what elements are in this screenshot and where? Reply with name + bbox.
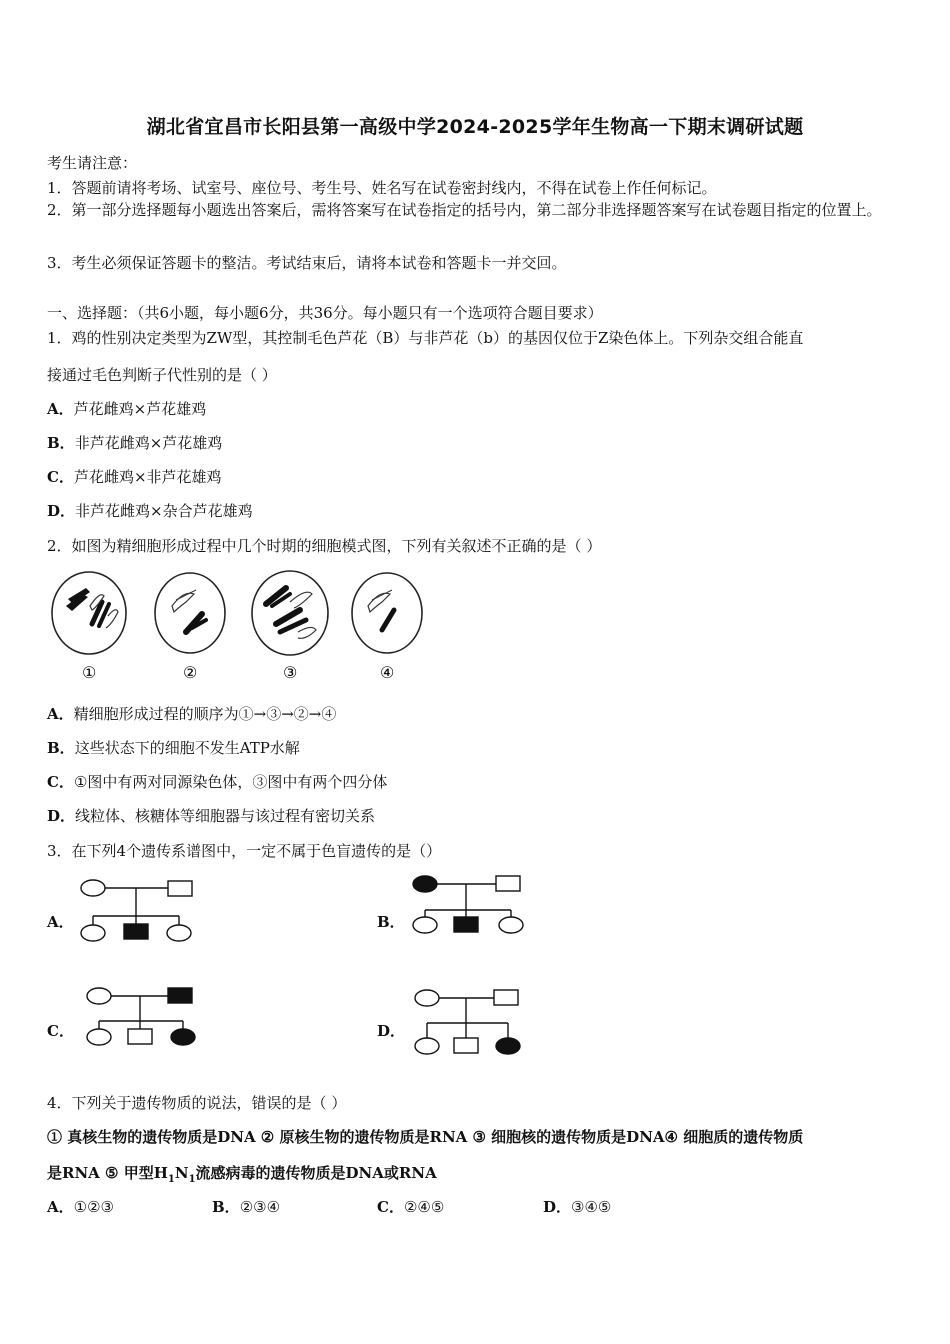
q2-option-d <box>47 805 375 826</box>
option-label: C． <box>47 773 74 791</box>
q2-option-b <box>47 737 300 758</box>
pedigree-b <box>410 868 530 940</box>
pedigree-b-label <box>377 911 405 932</box>
figure-label-3: ③ <box>283 663 298 682</box>
option-label: B． <box>47 739 75 757</box>
option-text: 非芦花雌鸡×杂合芦花雄鸡 <box>75 502 253 520</box>
option-text: ①图中有两对同源染色体，③图中有两个四分体 <box>73 773 388 791</box>
pedigree-d <box>412 985 532 1057</box>
q1-option-d <box>47 500 253 521</box>
section-heading: 一、选择题：（共6小题，每小题6分，共36分。每小题只有一个选项符合题目要求） <box>47 304 603 322</box>
pedigree-a-label <box>47 911 74 932</box>
q1-stem-line1: 1．鸡的性别决定类型为ZW型，其控制毛色芦花（B）与非芦花（b）的基因仅位于Z染色体上。下列杂交组合能直 <box>47 329 804 347</box>
notice-heading: 考生请注意： <box>47 154 138 172</box>
q1-stem-line2: 接通过毛色判断子代性别的是（ ） <box>47 366 277 384</box>
option-label: C． <box>47 1022 74 1040</box>
q2-option-c <box>47 771 387 792</box>
option-text: 芦花雌鸡×非芦花雄鸡 <box>73 468 222 486</box>
pedigree-c <box>84 983 204 1055</box>
figure-label-2: ② <box>183 663 198 682</box>
cell-3-diagram <box>252 571 328 655</box>
notice-item-1: 1．答题前请将考场、试室号、座位号、考生号、姓名写在试卷密封线内，不得在试卷上作任何标记。 <box>47 179 717 197</box>
option-label: D． <box>47 807 76 825</box>
option-label: C． <box>377 1198 404 1216</box>
option-text: ②④⑤ <box>403 1198 445 1216</box>
pedigree-d-label <box>377 1020 405 1041</box>
pedigree-c-label <box>47 1020 74 1041</box>
q4-stmt-part: 是RNA ⑤ 甲型H <box>47 1164 168 1182</box>
q4-option-c <box>377 1196 444 1217</box>
q2-stem: 2．如图为精细胞形成过程中几个时期的细胞模式图，下列有关叙述不正确的是（ ） <box>47 537 602 555</box>
option-label: A． <box>47 400 74 418</box>
pedigree-a <box>78 872 198 944</box>
q2-option-a <box>47 703 336 724</box>
option-text: 精细胞形成过程的顺序为①→③→②→④ <box>73 705 337 723</box>
option-label: A． <box>47 913 74 931</box>
q4-stem: 4．下列关于遗传物质的说法，错误的是（ ） <box>47 1094 347 1112</box>
option-label: D． <box>47 502 76 520</box>
option-text: ①②③ <box>73 1198 114 1216</box>
cell-1-diagram <box>52 572 126 654</box>
notice-item-3: 3．考生必须保证答题卡的整洁。考试结束后，请将本试卷和答题卡一并交回。 <box>47 254 567 272</box>
q1-option-b <box>47 432 222 453</box>
q1-option-a <box>47 398 206 419</box>
option-text: 芦花雌鸡×芦花雄鸡 <box>73 400 207 418</box>
q4-stmt-part: 流感病毒的遗传物质是DNA或RNA <box>195 1164 437 1182</box>
figure-label-4: ④ <box>380 663 395 682</box>
option-label: D． <box>377 1022 406 1040</box>
option-text: 非芦花雌鸡×芦花雄鸡 <box>74 434 223 452</box>
option-text: ③④⑤ <box>571 1198 612 1216</box>
q4-option-d <box>543 1196 611 1217</box>
option-label: A． <box>47 1198 74 1216</box>
option-label: C． <box>47 468 74 486</box>
notice-item-2: 2．第一部分选择题每小题选出答案后，需将答案写在试卷指定的括号内，第二部分非选择题答案写在试卷题目指定的位置上。 <box>47 201 882 219</box>
cell-division-figure <box>44 566 434 686</box>
q4-subscript: 1 <box>188 1174 196 1185</box>
cell-4-diagram <box>352 573 422 653</box>
cell-2-diagram <box>155 573 225 653</box>
q3-stem: 3．在下列4个遗传系谱图中，一定不属于色盲遗传的是（） <box>47 842 442 860</box>
page-title: 湖北省宜昌市长阳县第一高级中学2024-2025学年生物高一下期末调研试题 <box>146 116 804 138</box>
option-text: 这些状态下的细胞不发生ATP水解 <box>74 739 300 757</box>
q4-stmt-part: N <box>174 1164 189 1182</box>
q4-option-b <box>212 1196 280 1217</box>
option-label: B． <box>47 434 75 452</box>
q4-option-a <box>47 1196 114 1217</box>
option-label: B． <box>377 913 405 931</box>
option-label: B． <box>212 1198 240 1216</box>
q4-subscript: 1 <box>167 1174 175 1185</box>
q4-statements-line1: ① 真核生物的遗传物质是DNA ② 原核生物的遗传物质是RNA ③ 细胞核的遗传物质是DNA④ 细胞质的遗传物质 <box>47 1128 804 1146</box>
option-text: 线粒体、核糖体等细胞器与该过程有密切关系 <box>75 807 376 825</box>
option-text: ②③④ <box>239 1198 281 1216</box>
q1-option-c <box>47 466 222 487</box>
figure-label-1: ① <box>82 663 97 682</box>
option-label: A． <box>47 705 74 723</box>
q4-statements-line2 <box>47 1162 437 1185</box>
option-label: D． <box>543 1198 572 1216</box>
